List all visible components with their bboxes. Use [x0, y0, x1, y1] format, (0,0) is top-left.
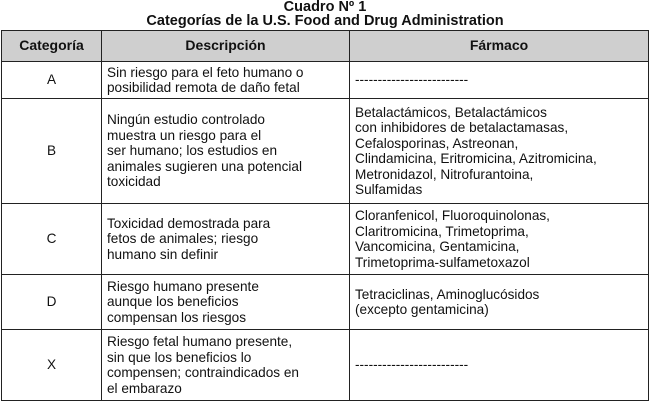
description-cell: Sin riesgo para el feto humano o posibilidad remota de daño fetal	[102, 62, 350, 99]
category-cell: A	[2, 62, 102, 99]
table-number: Cuadro Nº 1	[283, 0, 367, 15]
drug-cell: Cloranfenicol, Fluoroquinolonas, Claritromicina, Trimetoprima, Vancomicina, Gentamicina, Trimetoprima-sulfametoxazol	[350, 204, 649, 275]
table-row	[2, 99, 649, 204]
header-row	[2, 31, 649, 62]
header-drug: Fármaco	[350, 31, 649, 62]
drug-cell: -------------------------	[350, 62, 649, 99]
description-cell: Toxicidad demostrada para fetos de animales; riesgo humano sin definir	[102, 204, 350, 275]
fda-categories-table	[1, 30, 649, 401]
table-row	[2, 275, 649, 330]
table-row	[2, 204, 649, 275]
table-row	[2, 62, 649, 99]
table-row	[2, 330, 649, 401]
category-cell: C	[2, 204, 102, 275]
header-category: Categoría	[2, 31, 102, 62]
description-cell: Riesgo humano presente aunque los beneficios compensan los riesgos	[102, 275, 350, 330]
drug-cell: -------------------------	[350, 330, 649, 401]
table-caption	[0, 0, 650, 28]
table-title: Categorías de la U.S. Food and Drug Administration	[146, 13, 504, 29]
drug-cell: Betalactámicos, Betalactámicos con inhibidores de betalactamasas, Cefalosporinas, Astreonan, Clindamicina, Eritromicina, Azitromicina, Metronidazol, Nitrofurantoina, Sulfamidas	[350, 99, 649, 204]
description-cell: Ningún estudio controlado muestra un riesgo para el ser humano; los estudios en animales sugieren una potencial toxicidad	[102, 99, 350, 204]
category-cell: X	[2, 330, 102, 401]
description-cell: Riesgo fetal humano presente, sin que los beneficios lo compensen; contraindicados en el embarazo	[102, 330, 350, 401]
category-cell: B	[2, 99, 102, 204]
drug-cell: Tetraciclinas, Aminoglucósidos (excepto gentamicina)	[350, 275, 649, 330]
category-cell: D	[2, 275, 102, 330]
header-description: Descripción	[102, 31, 350, 62]
